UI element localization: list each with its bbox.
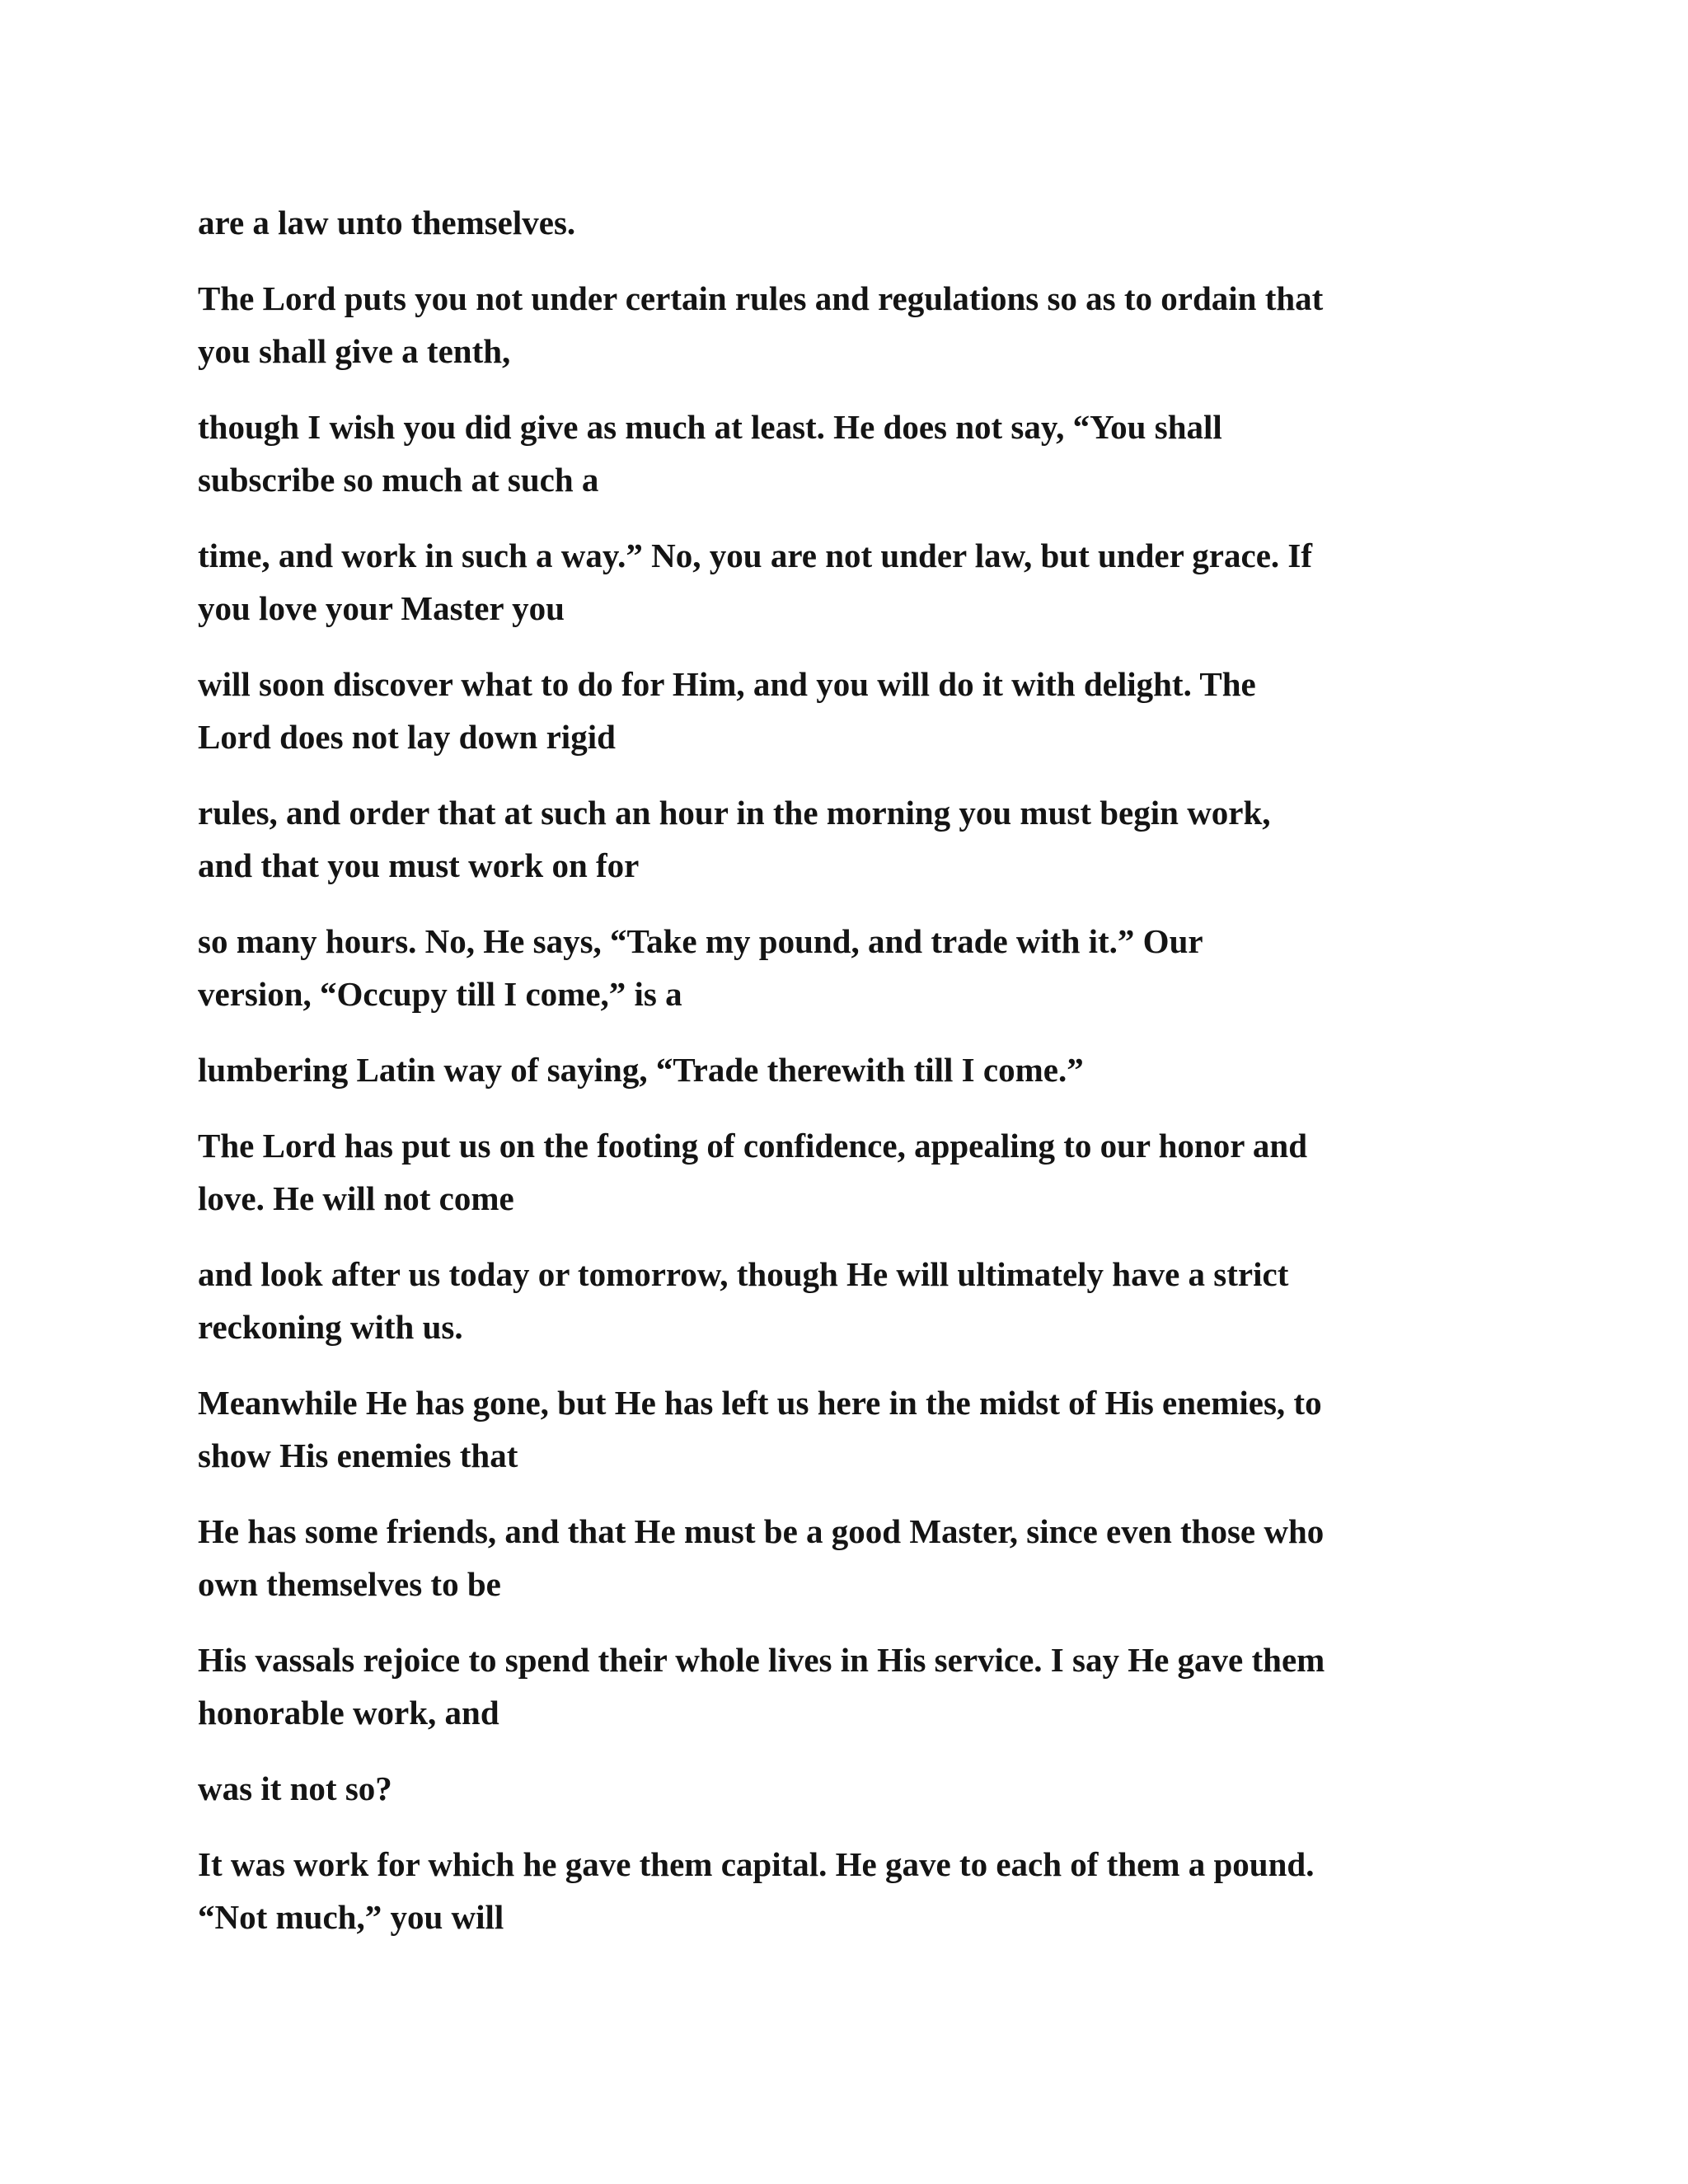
paragraph-2 [198, 272, 1533, 377]
text-line: Lord does not lay down rigid [198, 718, 616, 756]
paragraph-9 [198, 1119, 1533, 1225]
text-line: honorable work, and [198, 1694, 499, 1732]
text-line: lumbering Latin way of saying, “Trade therewith till I come.” [198, 1051, 1084, 1089]
text-line: was it not so? [198, 1769, 392, 1807]
paragraph-5 [198, 658, 1533, 763]
text-line: are a law unto themselves. [198, 204, 576, 241]
text-line: and that you must work on for [198, 846, 640, 884]
text-line: though I wish you did give as much at least. He does not say, “You shall [198, 408, 1222, 446]
text-line: will soon discover what to do for Him, and you will do it with delight. The [198, 665, 1256, 703]
paragraph-12 [198, 1505, 1533, 1610]
paragraph-15 [198, 1838, 1533, 1943]
text-line: time, and work in such a way.” No, you are not under law, but under grace. If [198, 537, 1312, 574]
text-line: you shall give a tenth, [198, 332, 511, 370]
text-line: so many hours. No, He says, “Take my pound, and trade with it.” Our [198, 922, 1203, 960]
paragraph-10 [198, 1248, 1533, 1353]
text-line: rules, and order that at such an hour in the morning you must begin work, [198, 794, 1271, 832]
text-line: “Not much,” you will [198, 1898, 504, 1936]
text-line: version, “Occupy till I come,” is a [198, 975, 682, 1013]
text-line: you love your Master you [198, 589, 565, 627]
paragraph-1 [198, 196, 1533, 249]
text-line: own themselves to be [198, 1565, 501, 1603]
paragraph-4 [198, 529, 1533, 635]
paragraph-13 [198, 1633, 1533, 1739]
paragraph-8 [198, 1043, 1533, 1096]
paragraph-6 [198, 786, 1533, 892]
text-line: He has some friends, and that He must be a good Master, since even those who [198, 1512, 1325, 1550]
text-line: His vassals rejoice to spend their whole lives in His service. I say He gave them [198, 1641, 1325, 1679]
body-text [198, 196, 1533, 1966]
text-line: and look after us today or tomorrow, though He will ultimately have a strict [198, 1255, 1289, 1293]
paragraph-14 [198, 1762, 1533, 1815]
text-line: reckoning with us. [198, 1308, 463, 1346]
text-line: Meanwhile He has gone, but He has left us here in the midst of His enemies, to [198, 1384, 1322, 1422]
paragraph-7 [198, 915, 1533, 1020]
text-line: subscribe so much at such a [198, 461, 599, 499]
text-line: show His enemies that [198, 1436, 518, 1474]
text-line: love. He will not come [198, 1179, 514, 1217]
text-line: The Lord puts you not under certain rules and regulations so as to ordain that [198, 279, 1324, 317]
paragraph-3 [198, 401, 1533, 506]
paragraph-11 [198, 1376, 1533, 1482]
text-line: It was work for which he gave them capital. He gave to each of them a pound. [198, 1845, 1315, 1883]
text-line: The Lord has put us on the footing of confidence, appealing to our honor and [198, 1127, 1308, 1165]
